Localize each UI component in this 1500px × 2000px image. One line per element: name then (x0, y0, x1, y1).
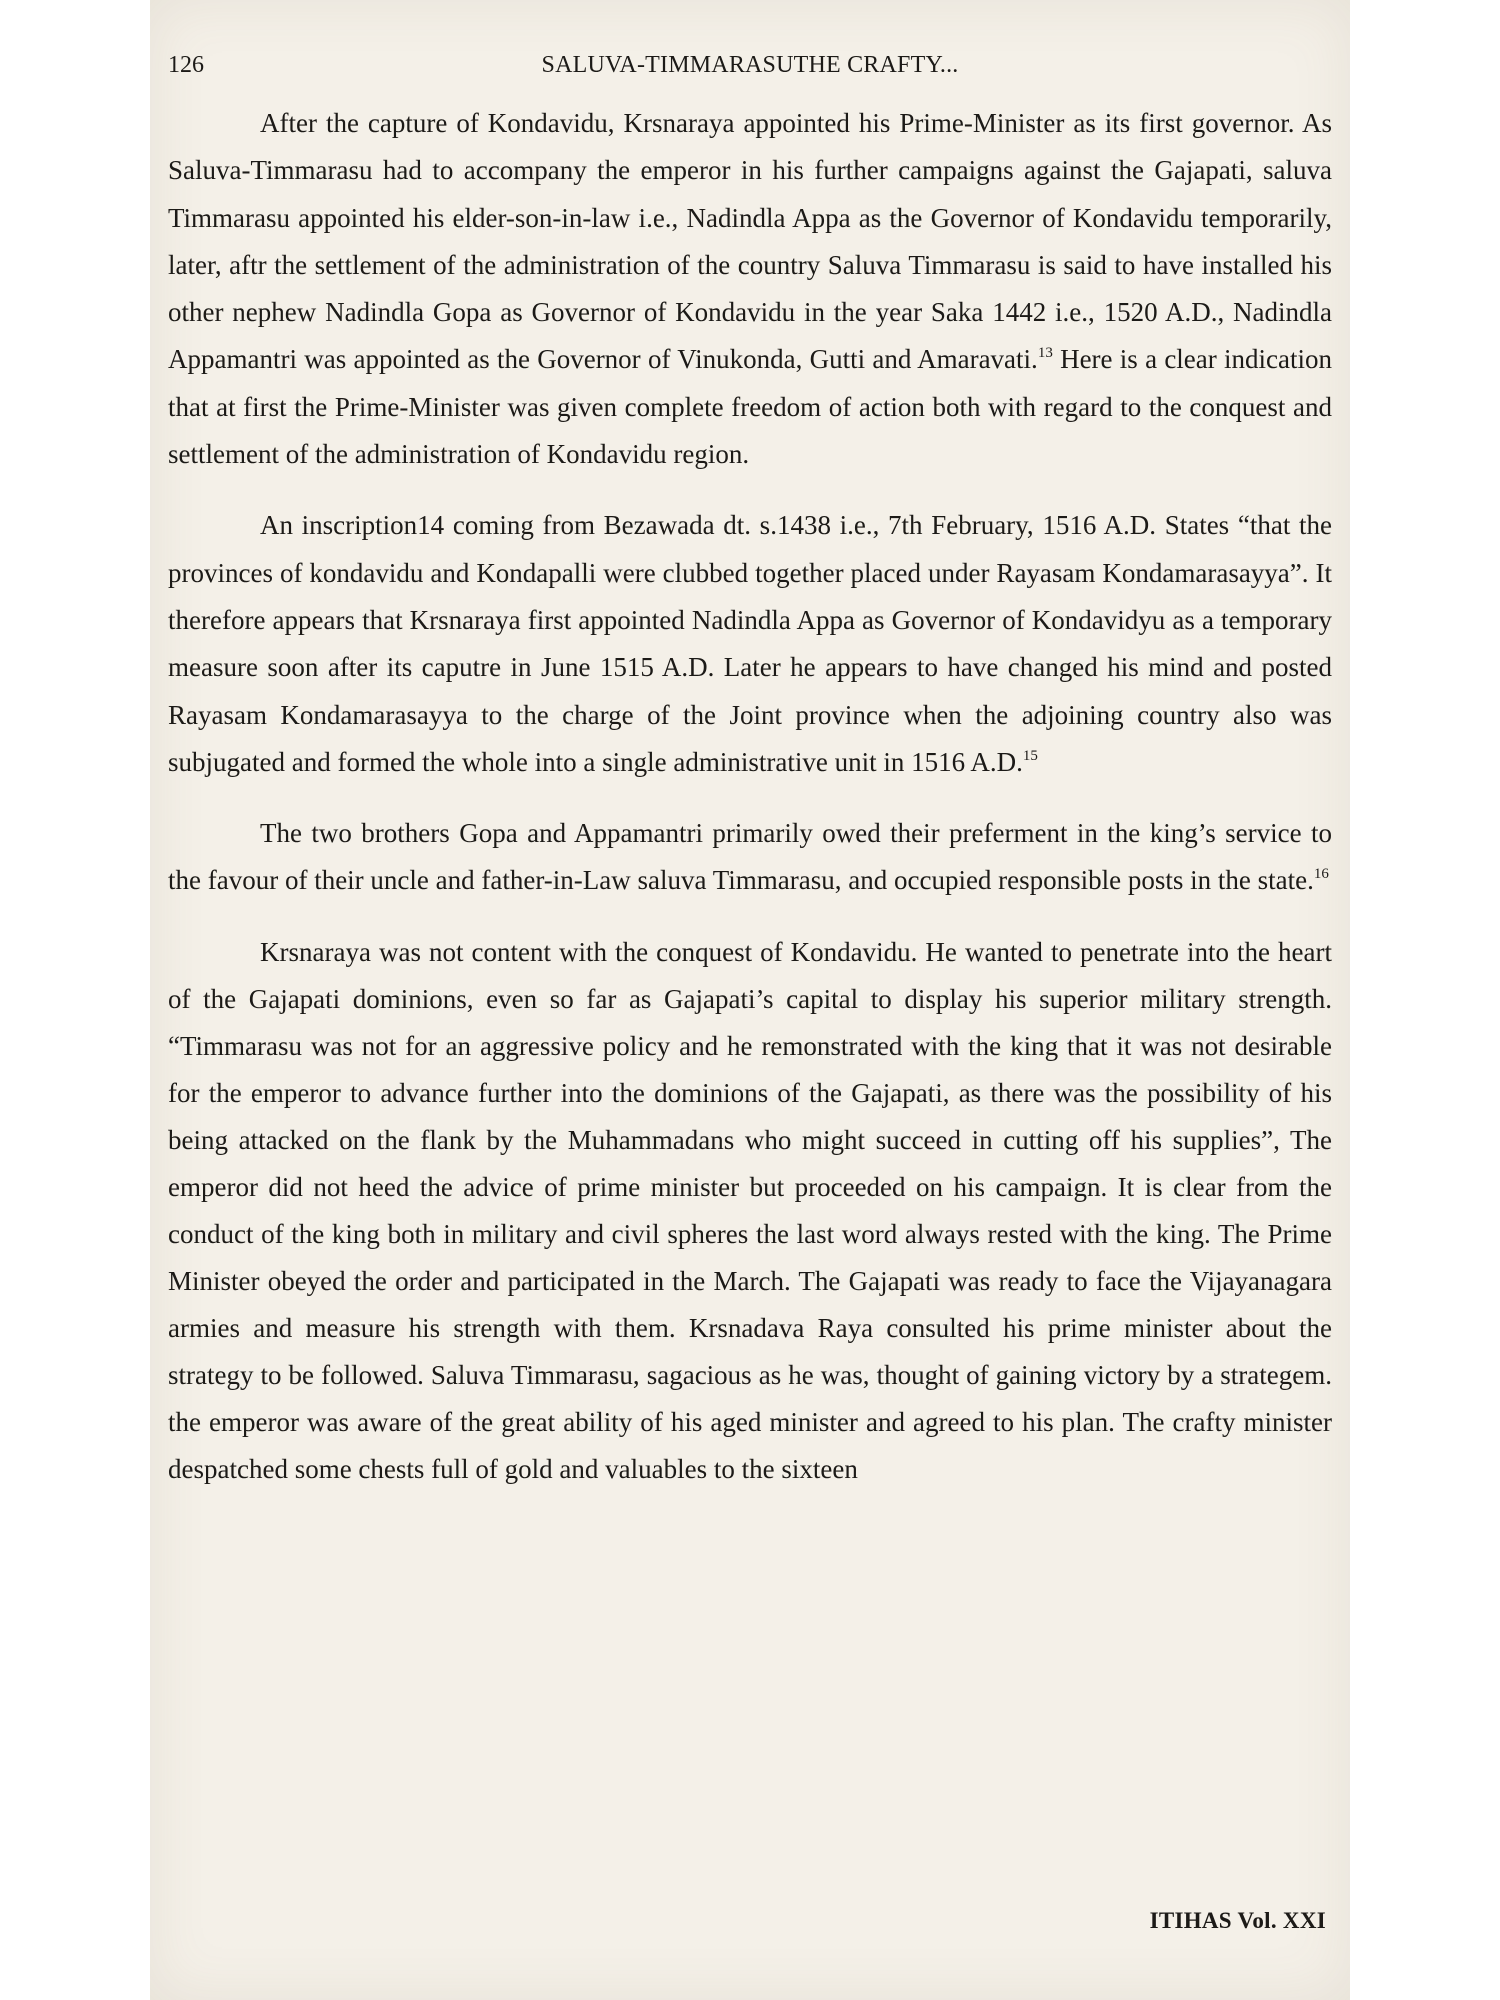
running-head: SALUVA-TIMMARASUTHE CRAFTY... (541, 52, 959, 78)
footnote-ref-15: 15 (1022, 747, 1038, 764)
page-body (168, 100, 1332, 1493)
page-header (168, 52, 1332, 92)
paragraph-1-text: After the capture of Kondavidu, Krsnaraya appointed his Prime-Minister as its first governor. As Saluva-Timmarasu had to accompany the emperor in his further campaigns against the Gajapati, saluva Timmarasu appointed his elder-son-in-law i.e., Nadindla Appa as the Governor of Kondavidu temporarily, later, aftr the settlement of the administration of the country Saluva Timmarasu is said to have installed his other nephew Nadindla Gopa as Governor of Kondavidu in the year Saka 1442 i.e., 1520 A.D., Nadindla Appamantri was appointed as the Governor of Vinukonda, Gutti and Amaravati. (168, 108, 1332, 375)
paragraph-2-text: An inscription14 coming from Bezawada dt. s.1438 i.e., 7th February, 1516 A.D. States “that the provinces of kondavidu and Kondapalli were clubbed together placed under Rayasam Kondamarasayya”. It therefore appears that Krsnaraya first appointed Nadindla Appa as Governor of Kondavidyu as a temporary measure soon after its caputre in June 1515 A.D. Later he appears to have changed his mind and posted Rayasam Kondamarasayya to the charge of the Joint province when the adjoining country also was subjugated and formed the whole into a single administrative unit in 1516 A.D. (168, 510, 1332, 777)
paragraph-3-text: The two brothers Gopa and Appamantri primarily owed their preferment in the king’s service to the favour of their uncle and father-in-Law saluva Timmarasu, and occupied responsible posts in the state. (168, 818, 1332, 896)
page-number: 126 (168, 52, 204, 78)
paragraph-2 (168, 502, 1332, 786)
paragraph-3 (168, 810, 1332, 905)
footnote-ref-16: 16 (1313, 866, 1329, 883)
paragraph-4-text: Krsnaraya was not content with the conquest of Kondavidu. He wanted to penetrate into the heart of the Gajapati dominions, even so far as Gajapati’s capital to display his superior military strength. “Timmarasu was not for an aggressive policy and he remonstrated with the king that it was not desirable for the emperor to advance further into the dominions of the Gajapati, as there was the possibility of his being attacked on the flank by the Muhammadans who might succeed in cutting off his supplies”, The emperor did not heed the advice of prime minister but proceeded on his campaign. It is clear from the conduct of the king both in military and civil spheres the last word always rested with the king. The Prime Minister obeyed the order and participated in the March. The Gajapati was ready to face the Vijayanagara armies and measure his strength with them. Krsnadava Raya consulted his prime minister about the strategy to be followed. Saluva Timmarasu, sagacious as he was, thought of gaining victory by a strategem. the emperor was aware of the great ability of his aged minister and agreed to his plan. The crafty minister despatched some chests full of gold and valuables to the sixteen (168, 936, 1332, 1484)
paragraph-1-tail: Here is a clear indication that at first the Prime-Minister was given complete freedom of action both with regard to the conquest and settlement of the administration of Kondavidu region. (168, 344, 1332, 470)
book-page (150, 0, 1350, 2000)
paragraph-1 (168, 100, 1332, 478)
footnote-ref-13: 13 (1037, 345, 1053, 362)
paragraph-4 (168, 929, 1332, 1493)
journal-footer: ITIHAS Vol. XXI (1149, 1908, 1326, 1933)
